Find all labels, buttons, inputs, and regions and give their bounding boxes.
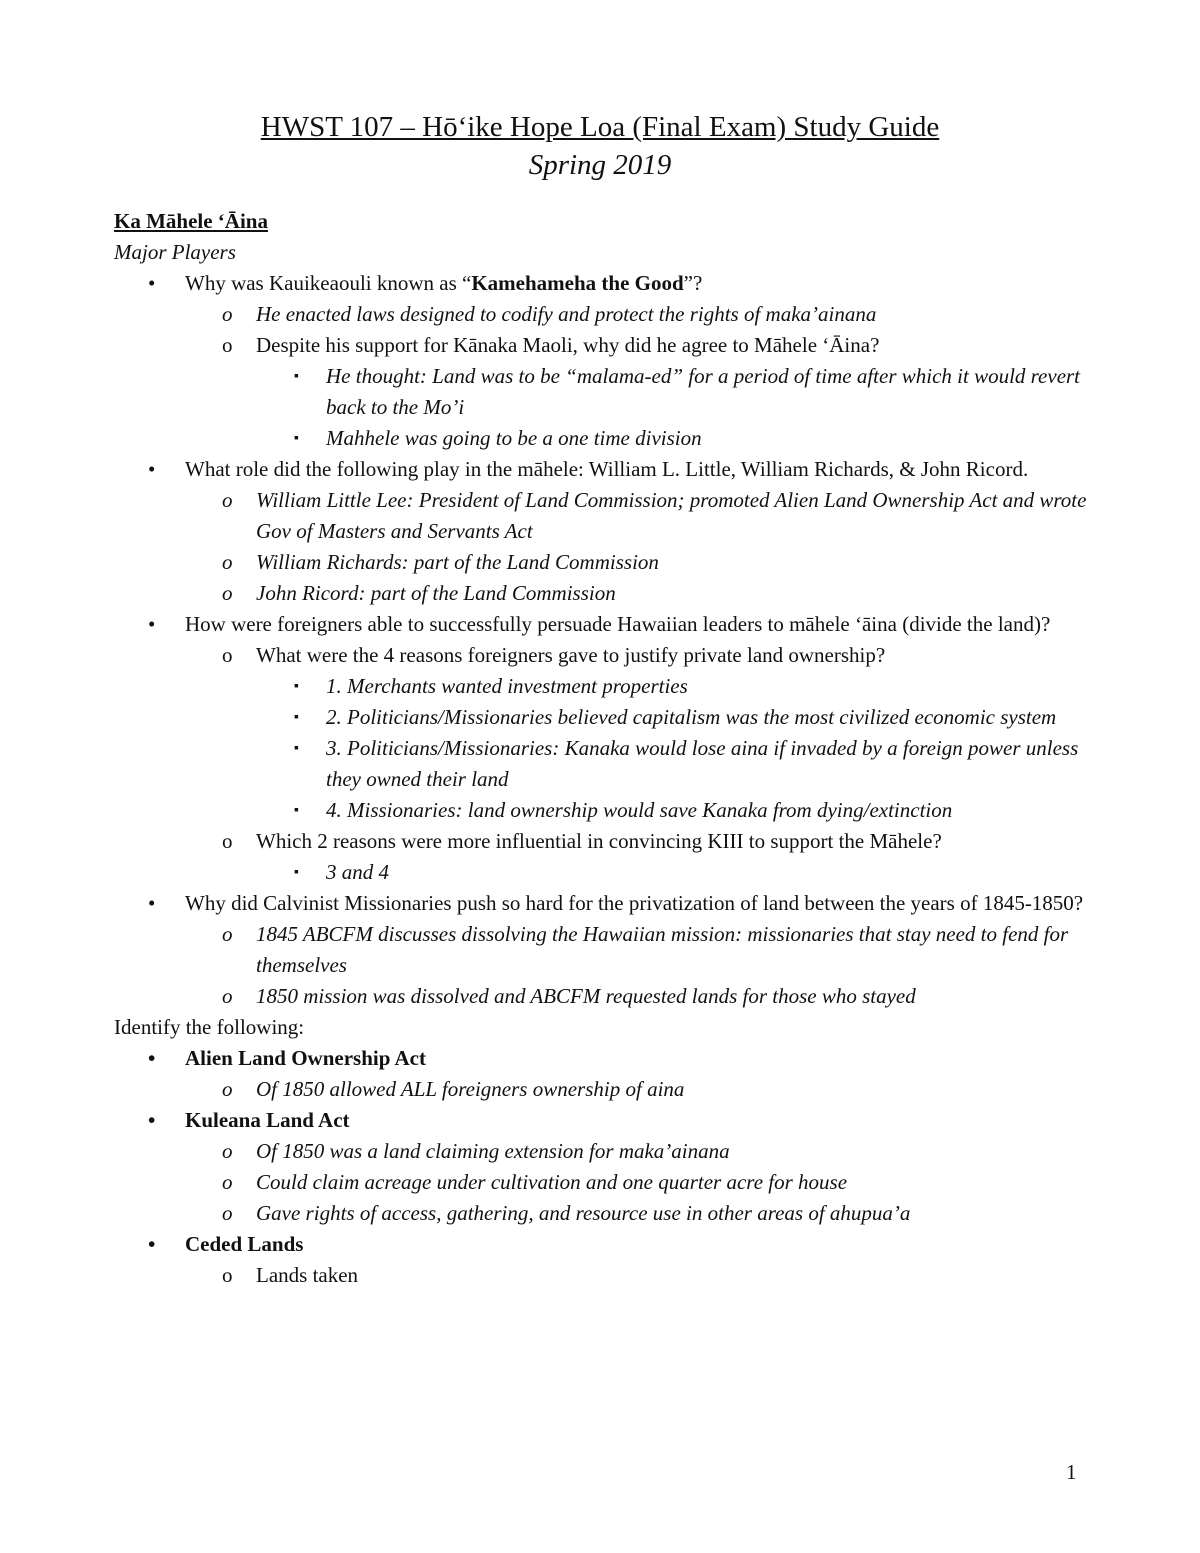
question-text: What role did the following play in the māhele: William L. Little, William Richards, & John Ricord. [185, 457, 1029, 481]
answer-text: Mahhele was going to be a one time division [326, 426, 702, 450]
circle-marker: o [222, 984, 233, 1008]
sub-question-text: Despite his support for Kānaka Maoli, why did he agree to Māhele ʻĀina? [256, 333, 880, 357]
circle-marker: o [222, 550, 233, 574]
circle-marker: o [222, 643, 233, 667]
list-item [114, 702, 1104, 733]
bullet-marker: • [148, 1108, 156, 1132]
answer-text: Of 1850 was a land claiming extension for maka’ainana [256, 1139, 730, 1163]
circle-marker: o [222, 1139, 233, 1163]
answer-text: Gave rights of access, gathering, and resource use in other areas of ahupua’a [256, 1201, 911, 1225]
page-number: 1 [1066, 1460, 1077, 1484]
answer-text: He thought: Land was to be “malama-ed” for a period of time after which it would revert back to the Mo’i [326, 364, 1081, 419]
question-text-end: ”? [683, 271, 703, 295]
list-item [114, 578, 1104, 609]
circle-marker: o [222, 829, 233, 853]
bold-term: Kamehameha the Good [471, 271, 684, 295]
answer-text: 3 and 4 [326, 860, 389, 884]
list-item [114, 547, 1104, 578]
list-item [114, 1229, 1104, 1260]
answer-text: Lands taken [256, 1263, 359, 1287]
question-text: Why was Kauikeaouli known as “ [185, 271, 472, 295]
list-item [114, 826, 1104, 857]
bullet-marker: • [148, 1232, 156, 1256]
circle-marker: o [222, 333, 233, 357]
identify-heading: Identify the following: [114, 1015, 305, 1039]
list-item [114, 1167, 1104, 1198]
circle-marker: o [222, 302, 233, 326]
list-item [114, 454, 1104, 485]
list-item [114, 361, 1104, 423]
term-text: Alien Land Ownership Act [185, 1046, 426, 1070]
document-body [114, 206, 1104, 1291]
reason-text: 1. Merchants wanted investment properties [326, 674, 688, 698]
answer-text: 1850 mission was dissolved and ABCFM requested lands for those who stayed [256, 984, 916, 1008]
square-marker: ▪ [294, 369, 299, 384]
circle-marker: o [222, 922, 233, 946]
term-text: Ceded Lands [185, 1232, 304, 1256]
circle-marker: o [222, 581, 233, 605]
question-text: Why did Calvinist Missionaries push so hard for the privatization of land between the years of 1845-1850? [185, 891, 1084, 915]
reason-text: 3. Politicians/Missionaries: Kanaka would lose aina if invaded by a foreign power unless they owned their land [326, 736, 1079, 791]
list-item [114, 857, 1104, 888]
answer-text: 1845 ABCFM discusses dissolving the Hawaiian mission: missionaries that stay need to fend for themselves [256, 922, 1069, 977]
circle-marker: o [222, 1170, 233, 1194]
list-item [114, 423, 1104, 454]
square-marker: ▪ [294, 679, 299, 694]
section-heading: Ka Māhele ʻĀina [114, 209, 268, 233]
bullet-marker: • [148, 271, 156, 295]
page-subtitle: Spring 2019 [528, 149, 672, 181]
list-item [114, 1043, 1104, 1074]
sub-question-text: What were the 4 reasons foreigners gave to justify private land ownership? [256, 643, 886, 667]
bullet-marker: • [148, 457, 156, 481]
list-item [114, 1105, 1104, 1136]
square-marker: ▪ [294, 431, 299, 446]
list-item [114, 919, 1104, 981]
circle-marker: o [222, 1077, 233, 1101]
list-item [114, 330, 1104, 361]
answer-text: He enacted laws designed to codify and protect the rights of maka’ainana [256, 302, 877, 326]
answer-text: Of 1850 allowed ALL foreigners ownership of aina [256, 1077, 685, 1101]
list-item [114, 888, 1104, 919]
list-item [114, 733, 1104, 795]
list-item [114, 795, 1104, 826]
term-text: Kuleana Land Act [185, 1108, 350, 1132]
list-item [114, 981, 1104, 1012]
bullet-marker: • [148, 612, 156, 636]
square-marker: ▪ [294, 741, 299, 756]
bullet-marker: • [148, 1046, 156, 1070]
answer-text: Could claim acreage under cultivation and one quarter acre for house [256, 1170, 848, 1194]
list-item [114, 640, 1104, 671]
answer-text: William Little Lee: President of Land Commission; promoted Alien Land Ownership Act and wrote Gov of Masters and Servants Act [256, 488, 1087, 543]
square-marker: ▪ [294, 803, 299, 818]
circle-marker: o [222, 1263, 233, 1287]
square-marker: ▪ [294, 710, 299, 725]
title-block [0, 108, 1200, 184]
list-item [114, 1136, 1104, 1167]
bullet-marker: • [148, 891, 156, 915]
list-item [114, 1198, 1104, 1229]
list-item [114, 671, 1104, 702]
reason-text: 4. Missionaries: land ownership would save Kanaka from dying/extinction [326, 798, 953, 822]
question-text: How were foreigners able to successfully persuade Hawaiian leaders to māhele ʻāina (divide the land)? [185, 612, 1051, 636]
sub-question-text: Which 2 reasons were more influential in convincing KIII to support the Māhele? [256, 829, 942, 853]
answer-text: John Ricord: part of the Land Commission [256, 581, 616, 605]
list-item [114, 1074, 1104, 1105]
list-item [114, 609, 1104, 640]
circle-marker: o [222, 1201, 233, 1225]
list-item [114, 299, 1104, 330]
answer-text: William Richards: part of the Land Commission [256, 550, 659, 574]
list-item [114, 268, 1104, 299]
list-item [114, 485, 1104, 547]
sub-heading: Major Players [114, 240, 236, 264]
list-item [114, 1260, 1104, 1291]
reason-text: 2. Politicians/Missionaries believed capitalism was the most civilized economic system [326, 705, 1057, 729]
circle-marker: o [222, 488, 233, 512]
page-title: HWST 107 – Hōʻike Hope Loa (Final Exam) Study Guide [260, 111, 940, 143]
square-marker: ▪ [294, 865, 299, 880]
